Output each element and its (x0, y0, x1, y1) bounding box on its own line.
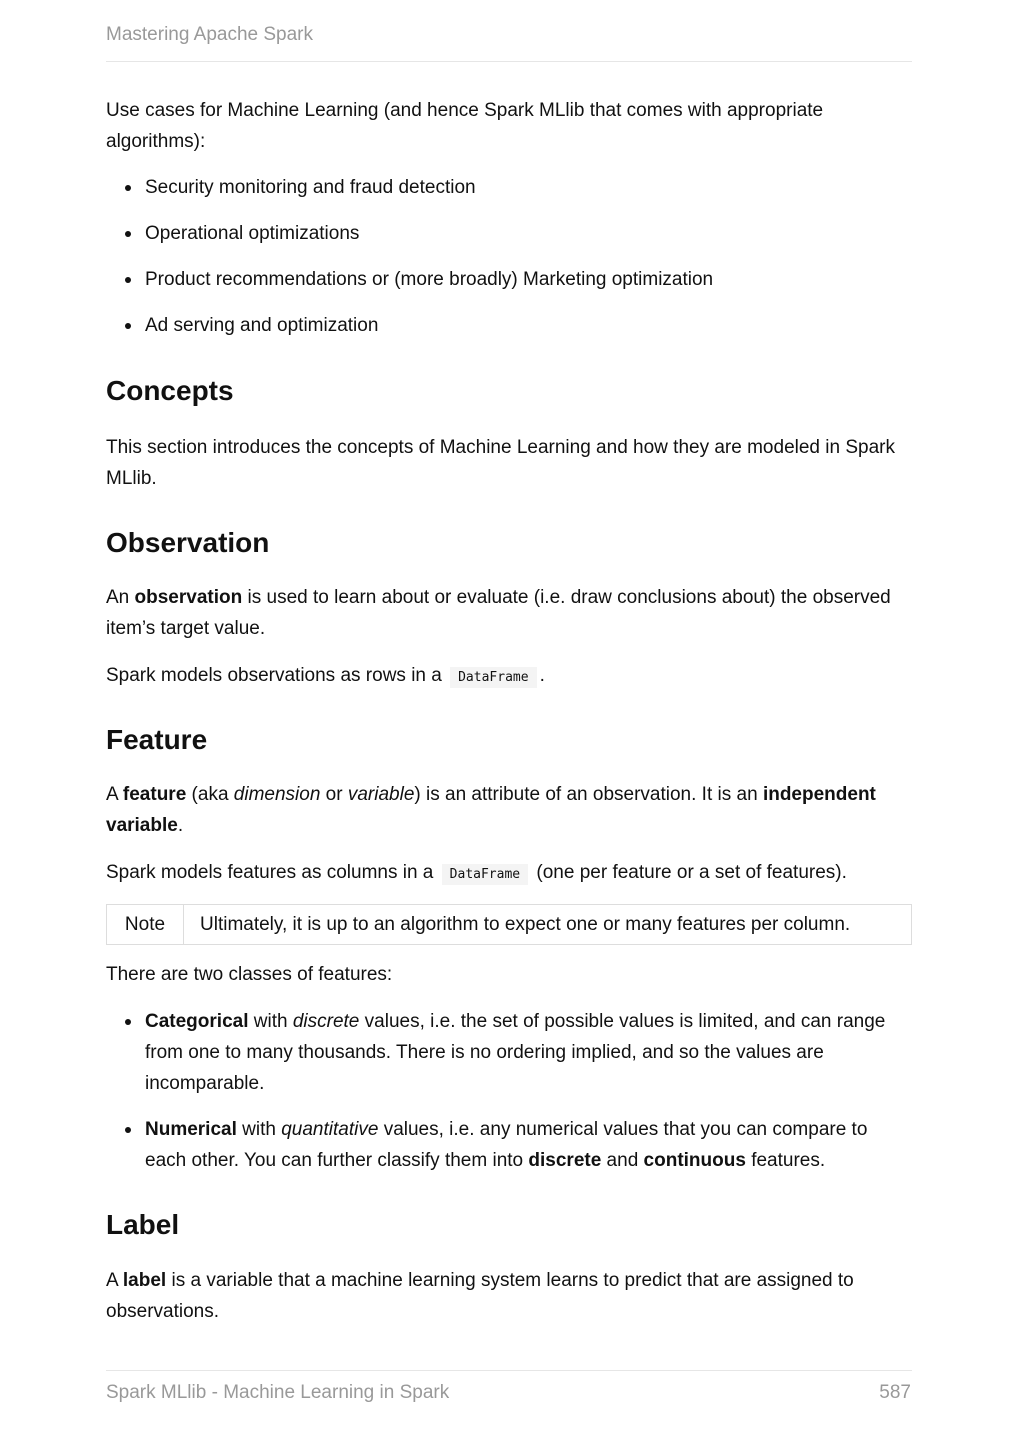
heading-observation: Observation (106, 527, 270, 558)
note-label: Note (107, 905, 184, 944)
bold-term: discrete (528, 1150, 602, 1171)
list-item: Product recommendations or (more broadly) Marketing optimization (106, 264, 912, 295)
italic-term: discrete (292, 1011, 360, 1032)
heading-concepts: Concepts (106, 375, 234, 406)
text: A (106, 1270, 123, 1291)
text: and (601, 1150, 644, 1171)
list-item: Ad serving and optimization (106, 310, 912, 341)
text: with (248, 1011, 293, 1032)
inline-code: DataFrame (442, 864, 528, 885)
feature-model-paragraph (106, 857, 912, 890)
list-item: Operational optimizations (106, 218, 912, 249)
observation-paragraph (106, 582, 912, 644)
text: . (177, 815, 184, 836)
use-cases-list (106, 172, 912, 341)
observation-model-paragraph (106, 660, 912, 693)
feature-classes-list (106, 1006, 912, 1176)
bold-term: independent variable (106, 784, 876, 836)
text: features. (745, 1150, 826, 1171)
list-item (106, 1006, 912, 1099)
heading-label: Label (106, 1209, 180, 1240)
italic-term: quantitative (281, 1119, 379, 1140)
text: is used to learn about or evaluate (i.e. draw conclusions about) the observed item’s target value. (106, 587, 891, 639)
page-number: 587 (879, 1382, 911, 1403)
label-paragraph (106, 1265, 912, 1327)
text: values, i.e. any numerical values that you can compare to each other. You can further classify them into (145, 1119, 868, 1171)
list-item (106, 1114, 912, 1176)
bold-term: continuous (643, 1150, 746, 1171)
heading-feature: Feature (106, 724, 208, 755)
running-header: Mastering Apache Spark (106, 24, 314, 45)
bold-term: Numerical (145, 1119, 237, 1140)
text: Spark models observations as rows in a (106, 665, 448, 686)
text: or (320, 784, 348, 805)
inline-code: DataFrame (450, 667, 536, 688)
bold-term: feature (122, 784, 187, 805)
list-item: Security monitoring and fraud detection (106, 172, 912, 203)
note-text: Ultimately, it is up to an algorithm to expect one or many features per column. (200, 914, 851, 935)
text: . (539, 665, 545, 686)
bold-term: Categorical (145, 1011, 249, 1032)
text: An (106, 587, 135, 608)
footer-chapter: Spark MLlib - Machine Learning in Spark (106, 1382, 450, 1403)
intro-paragraph: Use cases for Machine Learning (and hence Spark MLlib that comes with appropriate algorithms): (106, 100, 824, 152)
text: values, i.e. the set of possible values is limited, and can range from one to many thousands. There is no ordering implied, and so the values are incomparable. (145, 1011, 886, 1094)
concepts-paragraph: This section introduces the concepts of Machine Learning and how they are modeled in Spark MLlib. (106, 437, 895, 489)
bold-term: observation (134, 587, 243, 608)
italic-term: dimension (233, 784, 321, 805)
note-admonition (106, 904, 912, 945)
feature-paragraph (106, 779, 912, 841)
text: (one per feature or a set of features). (531, 862, 847, 883)
bold-term: label (122, 1270, 167, 1291)
text: (aka (186, 784, 234, 805)
feature-classes-intro: There are two classes of features: (106, 964, 393, 985)
text: A (106, 784, 123, 805)
header-divider (106, 61, 912, 62)
italic-term: variable (347, 784, 415, 805)
text: ) is an attribute of an observation. It is an (414, 784, 763, 805)
footer-divider (106, 1370, 912, 1371)
text: is a variable that a machine learning system learns to predict that are assigned to observations. (106, 1270, 854, 1322)
text: Spark models features as columns in a (106, 862, 439, 883)
text: with (236, 1119, 282, 1140)
